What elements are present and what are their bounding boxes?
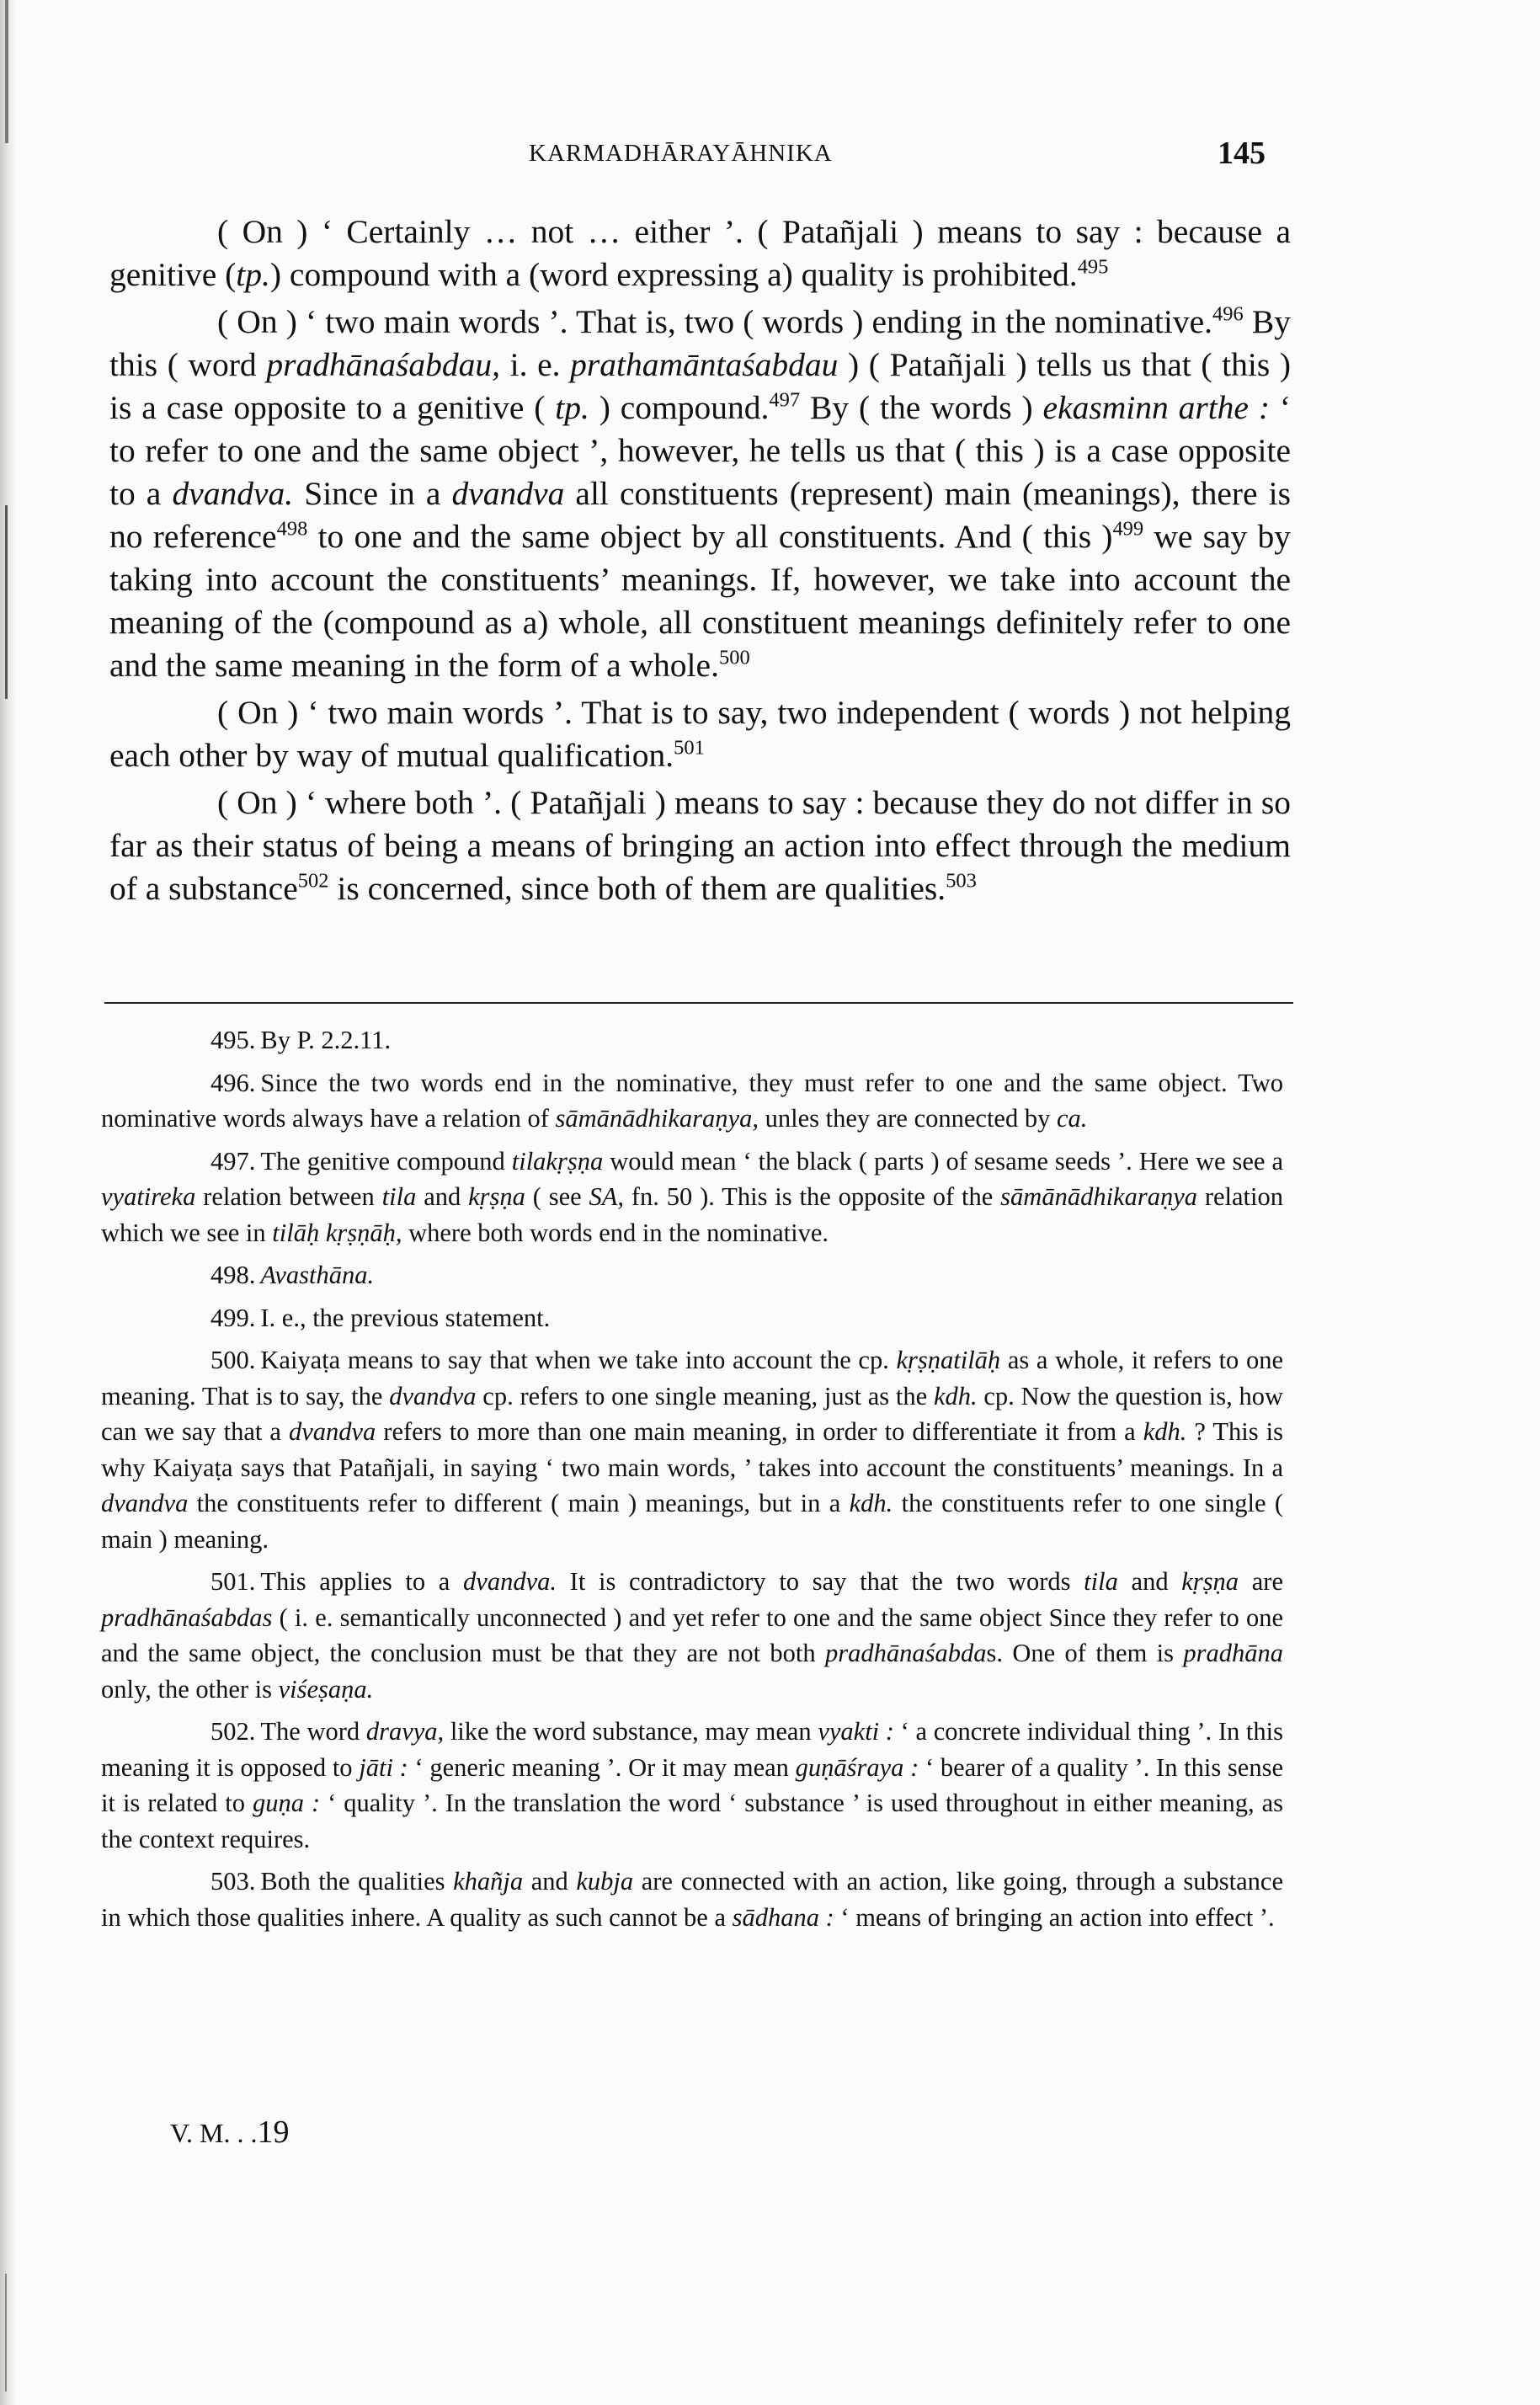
italic-term: SA, — [589, 1182, 625, 1211]
italic-term: tp. — [555, 389, 589, 426]
footnote-text — [101, 1346, 1283, 1554]
text-run: ‘ to refer to one and the same object ’, however, he tells us that ( this ) is a case opposite to a — [109, 389, 1292, 512]
text-run: By this ( word — [109, 303, 1291, 383]
text-run: ( On ) ‘ where both ’. ( Patañjali ) means to say : because they do not differ in so far as their status of being a means of bringing an action into effect through the medium of a substance — [109, 784, 1291, 907]
footnote-ref: 499 — [1112, 517, 1144, 541]
text-run: the constituents refer to one single ( main ) meaning. — [101, 1489, 1283, 1554]
italic-term: dvandva — [389, 1381, 477, 1410]
italic-term: tp. — [236, 256, 270, 293]
footnote-number: 496. — [210, 1068, 256, 1097]
text-run: ( i. e. semantically unconnected ) and yet refer to one and the same object Since they refer to one and the same object, the conclusion must be that they are not both — [101, 1602, 1283, 1667]
footnote-number: 500. — [210, 1346, 256, 1374]
signature-prefix: V. M. . . — [170, 2118, 258, 2148]
text-run: cp. refers to one single meaning, just as the — [476, 1381, 934, 1410]
italic-term: jāti : — [359, 1752, 408, 1782]
text-run: are connected with an action, like going, through a substance in which those qualities inhere. A quality as such cannot be a — [101, 1867, 1284, 1932]
text-run: ) compound with a (word expressing a) quality is prohibited. — [269, 256, 1078, 293]
running-head: KARMADHĀRAYĀHNIKA — [529, 140, 833, 167]
text-run: to one and the same object by all constituents. And ( this ) — [307, 518, 1113, 555]
text-run: only, the other is — [101, 1674, 279, 1704]
footnote-ref: 502 — [297, 869, 329, 893]
text-run: Since the two words end in the nominative, they must refer to one and the same object. Two nominative words always have a relation of — [101, 1068, 1283, 1133]
italic-term: sāmānādhikaraṇya — [1000, 1182, 1197, 1211]
text-run: as a whole, it refers to one meaning. That is to say, the — [101, 1346, 1283, 1410]
paragraph — [109, 691, 1291, 777]
footnote — [101, 1864, 1283, 1935]
italic-term: dvandva — [288, 1417, 376, 1446]
footnote-number: 503. — [210, 1867, 256, 1896]
footnote-text — [101, 1147, 1283, 1247]
footnote-text — [101, 1567, 1283, 1704]
italic-term: dvandva. — [172, 475, 294, 512]
footnote-text — [101, 1717, 1283, 1853]
signature-page: 19 — [257, 2114, 290, 2150]
italic-term: kṛṣṇa — [1181, 1567, 1239, 1596]
italic-term: kubja — [576, 1867, 634, 1896]
text-run: ( On ) ‘ Certainly … not … either ’. ( Patañjali ) means to say : because a genitive ( — [109, 213, 1291, 293]
italic-term: sāmānādhikaraṇya, — [555, 1104, 759, 1133]
scan-edge-mark — [5, 0, 8, 143]
text-run: is concerned, since both of them are qualities. — [328, 870, 946, 907]
italic-term: pradhāna — [1183, 1639, 1283, 1667]
footnote — [101, 1714, 1283, 1857]
text-run: refers to more than one main meaning, in order to differentiate it from a — [376, 1417, 1143, 1446]
footnote-number: 498. — [210, 1261, 256, 1289]
footnote-number: 495. — [210, 1026, 256, 1054]
text-run: unles they are connected by — [758, 1104, 1057, 1133]
italic-term: guṇa : — [252, 1789, 321, 1817]
text-run: the constituents refer to different ( main ) meanings, but in a — [188, 1489, 850, 1517]
text-run: all constituents (represent) main (meanings), there is no reference — [109, 475, 1291, 555]
italic-term: tila — [381, 1182, 417, 1211]
text-run: ‘ generic meaning ’. Or it may mean — [408, 1752, 796, 1782]
italic-term: pradhānaśabda — [825, 1639, 987, 1667]
paragraph — [109, 211, 1291, 296]
text-run: i. e. — [499, 346, 571, 383]
italic-term: ekasminn arthe : — [1042, 389, 1270, 426]
text-run: ‘ a concrete individual thing ’. In this meaning it is opposed to — [101, 1717, 1283, 1782]
footnote-ref: 503 — [946, 869, 977, 893]
italic-term: vyatireka — [101, 1182, 196, 1211]
footnote-divider — [104, 1002, 1293, 1004]
italic-term: dvandva — [101, 1489, 189, 1517]
footnote-text — [260, 1304, 550, 1332]
italic-term: kdh. — [1143, 1417, 1187, 1446]
footnote — [101, 1065, 1283, 1137]
footnote-text — [260, 1261, 374, 1289]
text-run: ? This is why Kaiyaṭa says that Patañjali, in saying ‘ two main words, ’ takes into account the constituents’ meanings. In a — [101, 1417, 1283, 1482]
footnote-number: 501. — [210, 1567, 256, 1596]
text-run: ( see — [525, 1182, 589, 1211]
text-run: Since in a — [293, 475, 452, 512]
footnote-number: 502. — [210, 1717, 256, 1746]
text-run: I. e., the previous statement. — [260, 1303, 551, 1332]
paragraph — [109, 301, 1291, 687]
text-run: By P. 2.2.11. — [260, 1026, 392, 1054]
italic-term: dravya, — [365, 1717, 445, 1746]
italic-term: tila — [1084, 1567, 1118, 1596]
text-run: ( On ) ‘ two main words ’. That is to say, two independent ( words ) not helping each other by way of mutual qualification. — [109, 694, 1291, 774]
footnote-text — [101, 1069, 1283, 1133]
footnote-ref: 498 — [276, 517, 308, 541]
footnote-text — [260, 1026, 391, 1054]
text-run: fn. 50 ). This is the opposite of the — [624, 1182, 1001, 1211]
scan-edge-mark — [5, 505, 8, 699]
text-run: are — [1239, 1567, 1283, 1596]
text-run: By ( the words ) — [800, 389, 1043, 426]
text-run: ‘ bearer of a quality ’. In this sense it is related to — [101, 1752, 1283, 1817]
footnote-ref: 495 — [1077, 255, 1109, 279]
text-run: It is contradictory to say that the two words — [556, 1567, 1084, 1596]
italic-term: kṛṣṇatilāḥ — [896, 1346, 1001, 1374]
footnote-number: 499. — [210, 1303, 256, 1332]
italic-term: kṛṣṇa — [468, 1182, 525, 1211]
footnote-text — [101, 1867, 1283, 1932]
text-run: ‘ means of bringing an action into effect ’. — [834, 1902, 1275, 1932]
italic-term: prathamāntaśabdau — [570, 346, 839, 383]
page-number: 145 — [1218, 136, 1266, 171]
footnote-ref: 501 — [674, 736, 705, 760]
text-run: would mean ‘ the black ( parts ) of sesame seeds ’. Here we see a — [603, 1146, 1283, 1176]
footnote-ref: 496 — [1212, 302, 1244, 326]
footnote-ref: 497 — [769, 388, 801, 412]
text-run: ( On ) ‘ two main words ’. That is, two ( words ) ending in the nominative. — [217, 303, 1213, 340]
italic-term: pradhānaśabdau, — [266, 346, 500, 383]
italic-term: dvandva. — [463, 1567, 557, 1596]
italic-term: tilakṛṣṇa — [511, 1146, 604, 1176]
italic-term: viśeṣaṇa. — [278, 1674, 374, 1704]
footnote-number: 497. — [210, 1146, 256, 1176]
italic-term: vyakti : — [818, 1717, 894, 1746]
main-text — [109, 211, 1291, 915]
footnote — [101, 1564, 1283, 1707]
text-run: and — [523, 1867, 577, 1896]
footnote — [101, 1342, 1283, 1557]
footnote — [101, 1144, 1283, 1251]
text-run: relation between — [195, 1182, 382, 1211]
text-run: The genitive compound — [260, 1146, 512, 1176]
text-run: s. One of them is — [986, 1639, 1184, 1667]
italic-term: tilāḥ kṛṣṇāḥ, — [272, 1218, 402, 1247]
footnote — [101, 1300, 1283, 1336]
italic-term: kdh. — [849, 1489, 893, 1517]
italic-term: guṇāśraya : — [795, 1752, 919, 1782]
text-run: The word — [260, 1717, 366, 1746]
italic-term: pradhānaśabdas — [101, 1602, 273, 1632]
text-run: we say by taking into account the constituents’ meanings. If, however, we take into account the meaning of the (compound as a) whole, all constituent meanings definitely refer to one and the same meaning in the form of a whole. — [109, 518, 1291, 684]
italic-term: khañja — [453, 1867, 524, 1896]
footnotes — [101, 1022, 1283, 1942]
footnote — [101, 1257, 1283, 1293]
paragraph — [109, 781, 1291, 910]
text-run: Kaiyaṭa means to say that when we take into account the cp. — [260, 1346, 897, 1374]
italic-term: kdh. — [933, 1381, 978, 1410]
scan-edge-mark — [5, 2274, 7, 2392]
italic-term: sādhana : — [732, 1902, 834, 1932]
text-run: Both the qualities — [260, 1867, 454, 1896]
text-run: where both words end in the nominative. — [402, 1218, 829, 1247]
text-run: cp. Now the question is, how can we say that a — [101, 1381, 1284, 1446]
text-run: ) ( Patañjali ) tells us that ( this ) is a case opposite to a genitive ( — [109, 346, 1291, 426]
italic-term: dvandva — [451, 475, 565, 512]
footnote — [101, 1022, 1283, 1059]
italic-term: Avasthāna. — [260, 1261, 375, 1289]
footnote-ref: 500 — [718, 646, 750, 669]
text-run: relation which we see in — [101, 1182, 1284, 1247]
text-run: ) compound. — [589, 389, 770, 426]
text-run: like the word substance, may mean — [444, 1717, 818, 1746]
italic-term: ca. — [1056, 1104, 1088, 1133]
scan-edge-shadow — [0, 0, 17, 2405]
signature-mark — [170, 2114, 289, 2151]
text-run: This applies to a — [260, 1567, 464, 1596]
text-run: and — [1117, 1567, 1182, 1596]
text-run: and — [416, 1182, 469, 1211]
text-run: ‘ quality ’. In the translation the word ‘ substance ’ is used throughout in either meaning, as the context requires. — [101, 1789, 1283, 1853]
